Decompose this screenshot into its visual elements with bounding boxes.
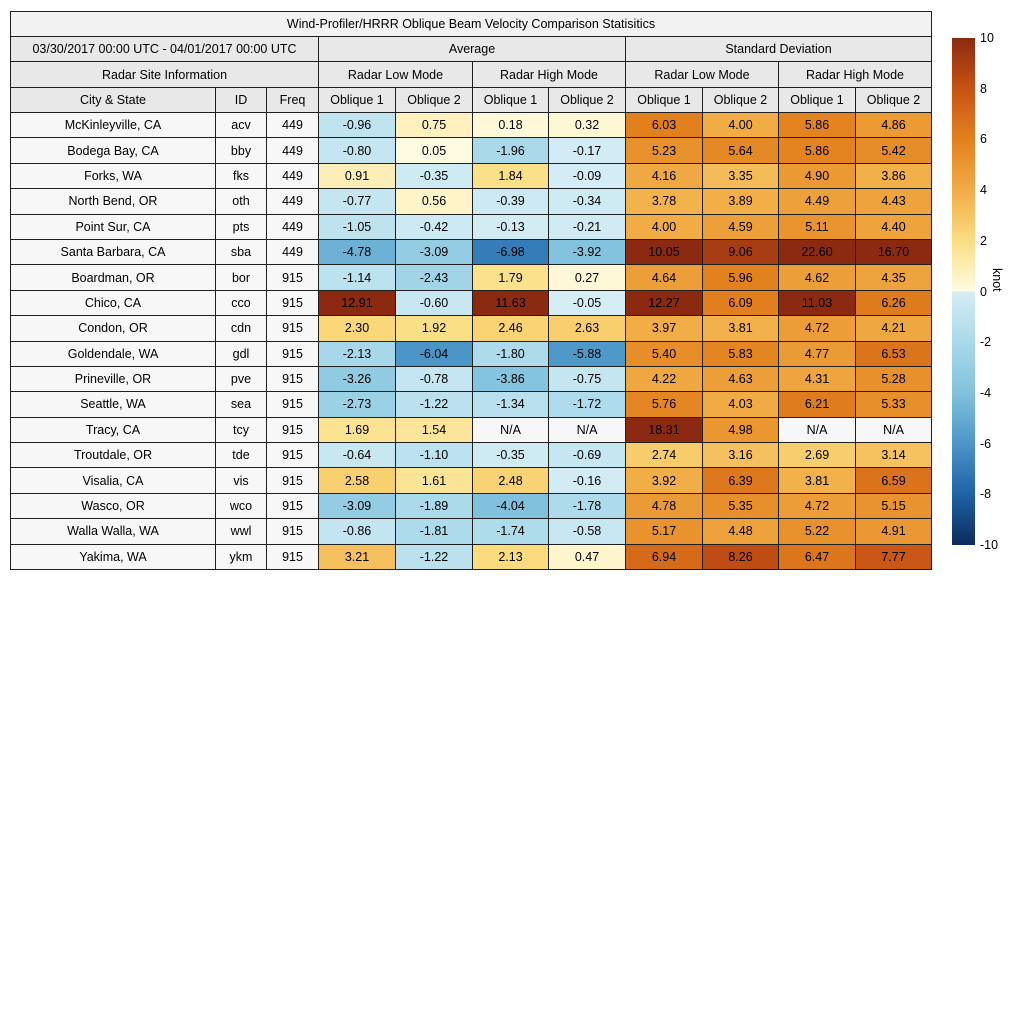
value-cell: -1.05	[319, 214, 396, 239]
value-cell: 5.11	[779, 214, 856, 239]
value-cell: 2.63	[549, 316, 626, 341]
value-cell: -4.04	[473, 493, 549, 518]
freq-cell: 915	[267, 519, 319, 544]
value-cell: -2.73	[319, 392, 396, 417]
id-cell: tde	[216, 443, 267, 468]
value-cell: 16.70	[856, 239, 932, 264]
value-cell: 5.22	[779, 519, 856, 544]
avg-high-mode-header: Radar High Mode	[473, 62, 626, 88]
id-cell: sea	[216, 392, 267, 417]
id-cell: wco	[216, 493, 267, 518]
value-cell: -1.22	[396, 392, 473, 417]
freq-cell: 915	[267, 316, 319, 341]
value-cell: 6.47	[779, 544, 856, 569]
value-cell: -1.34	[473, 392, 549, 417]
value-cell: -0.80	[319, 138, 396, 163]
value-cell: -3.86	[473, 366, 549, 391]
value-cell: 3.21	[319, 544, 396, 569]
table-row	[11, 493, 932, 518]
id-cell: gdl	[216, 341, 267, 366]
value-cell: -1.80	[473, 341, 549, 366]
stddev-group-header: Standard Deviation	[626, 37, 932, 62]
value-cell: 4.00	[703, 113, 779, 138]
value-cell: -0.16	[549, 468, 626, 493]
value-cell: 5.40	[626, 341, 703, 366]
value-cell: 2.74	[626, 443, 703, 468]
value-cell: 4.98	[703, 417, 779, 442]
value-cell: 4.48	[703, 519, 779, 544]
table-row	[11, 468, 932, 493]
value-cell: 5.28	[856, 366, 932, 391]
value-cell: -0.69	[549, 443, 626, 468]
value-cell: 4.72	[779, 493, 856, 518]
value-cell: -1.78	[549, 493, 626, 518]
table-row	[11, 239, 932, 264]
value-cell: 4.72	[779, 316, 856, 341]
table-row	[11, 366, 932, 391]
oblique2-column-header: Oblique 2	[856, 88, 932, 113]
freq-cell: 915	[267, 341, 319, 366]
value-cell: 0.05	[396, 138, 473, 163]
value-cell: 3.89	[703, 189, 779, 214]
freq-cell: 915	[267, 443, 319, 468]
value-cell: -4.78	[319, 239, 396, 264]
value-cell: 2.30	[319, 316, 396, 341]
freq-cell: 915	[267, 265, 319, 290]
table-row	[11, 138, 932, 163]
id-cell: cco	[216, 290, 267, 315]
city-cell: Santa Barbara, CA	[11, 239, 216, 264]
value-cell: 5.64	[703, 138, 779, 163]
colorbar-tick-label: -6	[980, 436, 992, 451]
value-cell: 6.09	[703, 290, 779, 315]
table-row	[11, 265, 932, 290]
value-cell: N/A	[856, 417, 932, 442]
value-cell: -0.77	[319, 189, 396, 214]
period-cell: 03/30/2017 00:00 UTC - 04/01/2017 00:00 UTC	[11, 37, 319, 62]
value-cell: N/A	[473, 417, 549, 442]
value-cell: 1.54	[396, 417, 473, 442]
value-cell: 22.60	[779, 239, 856, 264]
city-cell: Bodega Bay, CA	[11, 138, 216, 163]
value-cell: 12.27	[626, 290, 703, 315]
city-cell: Wasco, OR	[11, 493, 216, 518]
value-cell: 2.69	[779, 443, 856, 468]
value-cell: -0.60	[396, 290, 473, 315]
colorbar-tick-label: 8	[980, 81, 987, 96]
id-cell: acv	[216, 113, 267, 138]
city-cell: North Bend, OR	[11, 189, 216, 214]
value-cell: 6.53	[856, 341, 932, 366]
value-cell: -3.26	[319, 366, 396, 391]
value-cell: 6.21	[779, 392, 856, 417]
city-cell: Tracy, CA	[11, 417, 216, 442]
value-cell: 3.92	[626, 468, 703, 493]
comparison-statistics-table	[10, 11, 932, 570]
value-cell: -6.98	[473, 239, 549, 264]
freq-cell: 449	[267, 138, 319, 163]
value-cell: 6.03	[626, 113, 703, 138]
value-cell: 3.78	[626, 189, 703, 214]
value-cell: 18.31	[626, 417, 703, 442]
value-cell: -0.17	[549, 138, 626, 163]
value-cell: 0.32	[549, 113, 626, 138]
value-cell: 4.64	[626, 265, 703, 290]
colorbar-tick-label: -2	[980, 335, 992, 350]
value-cell: 4.35	[856, 265, 932, 290]
value-cell: -1.96	[473, 138, 549, 163]
value-cell: -0.64	[319, 443, 396, 468]
value-cell: 11.03	[779, 290, 856, 315]
city-cell: Point Sur, CA	[11, 214, 216, 239]
value-cell: -0.34	[549, 189, 626, 214]
value-cell: 2.58	[319, 468, 396, 493]
std-high-mode-header: Radar High Mode	[779, 62, 932, 88]
oblique2-column-header: Oblique 2	[703, 88, 779, 113]
value-cell: 4.03	[703, 392, 779, 417]
colorbar-tick-label: -4	[980, 385, 992, 400]
id-cell: fks	[216, 163, 267, 188]
value-cell: 4.21	[856, 316, 932, 341]
value-cell: 7.77	[856, 544, 932, 569]
table-row	[11, 341, 932, 366]
freq-cell: 915	[267, 392, 319, 417]
id-cell: bor	[216, 265, 267, 290]
table-row	[11, 392, 932, 417]
value-cell: 2.13	[473, 544, 549, 569]
oblique1-column-header: Oblique 1	[319, 88, 396, 113]
id-cell: tcy	[216, 417, 267, 442]
value-cell: -1.74	[473, 519, 549, 544]
value-cell: 0.27	[549, 265, 626, 290]
value-cell: 3.16	[703, 443, 779, 468]
freq-cell: 915	[267, 366, 319, 391]
colorbar-tick-label: 2	[980, 233, 987, 248]
value-cell: 4.59	[703, 214, 779, 239]
freq-cell: 449	[267, 239, 319, 264]
value-cell: 9.06	[703, 239, 779, 264]
oblique1-column-header: Oblique 1	[779, 88, 856, 113]
value-cell: -0.86	[319, 519, 396, 544]
table-row	[11, 163, 932, 188]
value-cell: -3.09	[319, 493, 396, 518]
city-cell: Visalia, CA	[11, 468, 216, 493]
value-cell: N/A	[779, 417, 856, 442]
value-cell: 0.47	[549, 544, 626, 569]
value-cell: 3.35	[703, 163, 779, 188]
table-row	[11, 544, 932, 569]
value-cell: 4.16	[626, 163, 703, 188]
freq-cell: 915	[267, 468, 319, 493]
city-cell: Troutdale, OR	[11, 443, 216, 468]
table-row	[11, 290, 932, 315]
value-cell: -6.04	[396, 341, 473, 366]
value-cell: -1.89	[396, 493, 473, 518]
value-cell: -3.92	[549, 239, 626, 264]
std-low-mode-header: Radar Low Mode	[626, 62, 779, 88]
value-cell: 3.14	[856, 443, 932, 468]
value-cell: -2.43	[396, 265, 473, 290]
value-cell: -2.13	[319, 341, 396, 366]
city-cell: Walla Walla, WA	[11, 519, 216, 544]
city-cell: Goldendale, WA	[11, 341, 216, 366]
value-cell: -0.42	[396, 214, 473, 239]
freq-cell: 449	[267, 113, 319, 138]
freq-cell: 915	[267, 544, 319, 569]
value-cell: 5.76	[626, 392, 703, 417]
freq-column-header: Freq	[267, 88, 319, 113]
value-cell: 4.78	[626, 493, 703, 518]
value-cell: 0.18	[473, 113, 549, 138]
id-cell: cdn	[216, 316, 267, 341]
value-cell: 4.63	[703, 366, 779, 391]
value-cell: 0.56	[396, 189, 473, 214]
value-cell: 4.31	[779, 366, 856, 391]
colorbar-tick-label: -10	[980, 538, 999, 552]
city-cell: Seattle, WA	[11, 392, 216, 417]
id-cell: vis	[216, 468, 267, 493]
value-cell: 5.15	[856, 493, 932, 518]
id-column-header: ID	[216, 88, 267, 113]
table-row	[11, 214, 932, 239]
colorbar-tick-label: -8	[980, 487, 992, 502]
value-cell: 1.92	[396, 316, 473, 341]
oblique2-column-header: Oblique 2	[396, 88, 473, 113]
city-cell: Yakima, WA	[11, 544, 216, 569]
oblique1-column-header: Oblique 1	[473, 88, 549, 113]
city-cell: McKinleyville, CA	[11, 113, 216, 138]
value-cell: 5.17	[626, 519, 703, 544]
value-cell: 5.42	[856, 138, 932, 163]
value-cell: 1.69	[319, 417, 396, 442]
freq-cell: 915	[267, 290, 319, 315]
value-cell: 4.43	[856, 189, 932, 214]
value-cell: 6.94	[626, 544, 703, 569]
value-cell: 4.49	[779, 189, 856, 214]
value-cell: N/A	[549, 417, 626, 442]
table-title: Wind-Profiler/HRRR Oblique Beam Velocity Comparison Statisitics	[11, 12, 932, 37]
value-cell: -0.13	[473, 214, 549, 239]
value-cell: -0.96	[319, 113, 396, 138]
value-cell: -1.81	[396, 519, 473, 544]
value-cell: -0.39	[473, 189, 549, 214]
freq-cell: 449	[267, 163, 319, 188]
city-cell: Boardman, OR	[11, 265, 216, 290]
id-cell: pve	[216, 366, 267, 391]
site-info-header: Radar Site Information	[11, 62, 319, 88]
value-cell: 11.63	[473, 290, 549, 315]
city-column-header: City & State	[11, 88, 216, 113]
avg-low-mode-header: Radar Low Mode	[319, 62, 473, 88]
table-row	[11, 113, 932, 138]
colorbar	[952, 31, 1004, 552]
value-cell: 4.00	[626, 214, 703, 239]
table-row	[11, 519, 932, 544]
value-cell: 4.86	[856, 113, 932, 138]
oblique2-column-header: Oblique 2	[549, 88, 626, 113]
value-cell: -0.58	[549, 519, 626, 544]
colorbar-gradient	[952, 38, 975, 545]
id-cell: ykm	[216, 544, 267, 569]
value-cell: 1.61	[396, 468, 473, 493]
value-cell: -1.22	[396, 544, 473, 569]
freq-cell: 449	[267, 214, 319, 239]
value-cell: 6.39	[703, 468, 779, 493]
city-cell: Forks, WA	[11, 163, 216, 188]
freq-cell: 915	[267, 417, 319, 442]
value-cell: 4.91	[856, 519, 932, 544]
value-cell: -0.09	[549, 163, 626, 188]
value-cell: 4.90	[779, 163, 856, 188]
freq-cell: 449	[267, 189, 319, 214]
value-cell: -5.88	[549, 341, 626, 366]
oblique1-column-header: Oblique 1	[626, 88, 703, 113]
value-cell: 1.79	[473, 265, 549, 290]
value-cell: -3.09	[396, 239, 473, 264]
table-row	[11, 417, 932, 442]
colorbar-tick-label: 10	[980, 31, 994, 45]
value-cell: 5.86	[779, 138, 856, 163]
value-cell: 0.91	[319, 163, 396, 188]
colorbar-tick-label: 4	[980, 183, 987, 198]
average-group-header: Average	[319, 37, 626, 62]
value-cell: 5.23	[626, 138, 703, 163]
id-cell: bby	[216, 138, 267, 163]
value-cell: -0.78	[396, 366, 473, 391]
id-cell: sba	[216, 239, 267, 264]
table-row	[11, 316, 932, 341]
id-cell: wwl	[216, 519, 267, 544]
value-cell: 0.75	[396, 113, 473, 138]
value-cell: -0.35	[396, 163, 473, 188]
freq-cell: 915	[267, 493, 319, 518]
value-cell: 3.86	[856, 163, 932, 188]
value-cell: 5.33	[856, 392, 932, 417]
city-cell: Chico, CA	[11, 290, 216, 315]
value-cell: 3.97	[626, 316, 703, 341]
table-row	[11, 443, 932, 468]
city-cell: Condon, OR	[11, 316, 216, 341]
value-cell: 12.91	[319, 290, 396, 315]
city-cell: Prineville, OR	[11, 366, 216, 391]
value-cell: 6.26	[856, 290, 932, 315]
table-row	[11, 189, 932, 214]
value-cell: -0.75	[549, 366, 626, 391]
value-cell: 2.46	[473, 316, 549, 341]
value-cell: 4.22	[626, 366, 703, 391]
id-cell: oth	[216, 189, 267, 214]
value-cell: -0.35	[473, 443, 549, 468]
value-cell: -1.10	[396, 443, 473, 468]
value-cell: -0.05	[549, 290, 626, 315]
value-cell: 2.48	[473, 468, 549, 493]
colorbar-unit-label: knot	[990, 268, 1004, 292]
value-cell: 4.77	[779, 341, 856, 366]
colorbar-tick-label: 0	[980, 284, 987, 299]
value-cell: 5.96	[703, 265, 779, 290]
colorbar-tick-label: 6	[980, 132, 987, 147]
value-cell: 10.05	[626, 239, 703, 264]
value-cell: 4.40	[856, 214, 932, 239]
value-cell: 1.84	[473, 163, 549, 188]
value-cell: 5.83	[703, 341, 779, 366]
id-cell: pts	[216, 214, 267, 239]
value-cell: 5.35	[703, 493, 779, 518]
value-cell: -1.14	[319, 265, 396, 290]
value-cell: 3.81	[779, 468, 856, 493]
value-cell: -0.21	[549, 214, 626, 239]
value-cell: -1.72	[549, 392, 626, 417]
value-cell: 8.26	[703, 544, 779, 569]
value-cell: 3.81	[703, 316, 779, 341]
value-cell: 5.86	[779, 113, 856, 138]
value-cell: 6.59	[856, 468, 932, 493]
value-cell: 4.62	[779, 265, 856, 290]
